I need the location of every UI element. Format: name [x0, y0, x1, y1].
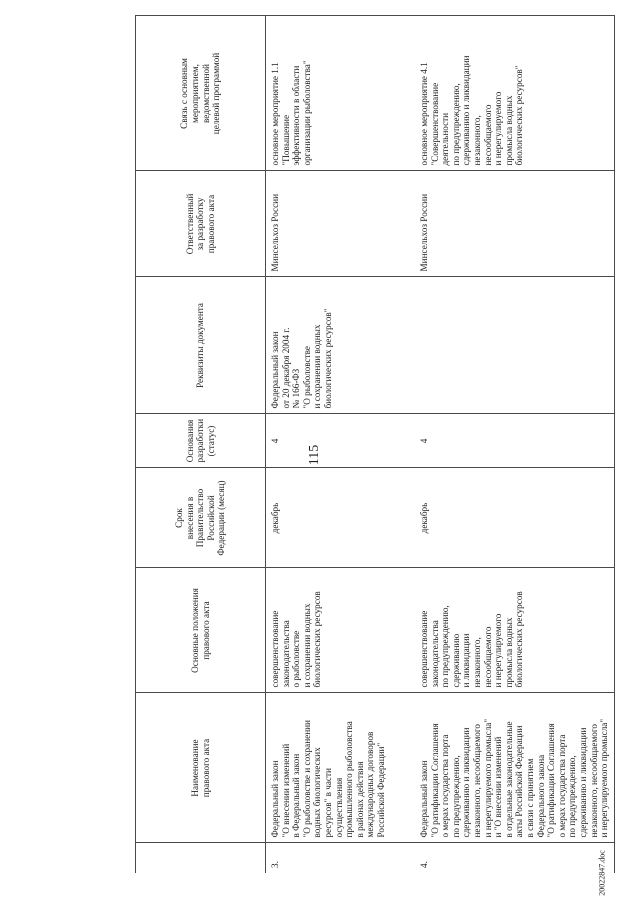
cell-link: основное мероприятие 4.1 "Совершенствование деятельности по предупреждению, сдерживанию и ликвидации незаконного, несообщаемого и нерегулируемого промысла водных биологических ресурсов" — [415, 16, 614, 171]
table-row — [415, 16, 614, 873]
header-basis: Основания разработки (статус) — [136, 414, 266, 468]
table-header-row — [136, 16, 266, 873]
cell-basis: 4 — [415, 414, 614, 468]
document-code: 20022847.doc — [597, 850, 607, 896]
cell-responsible: Минсельхоз России — [415, 171, 614, 277]
cell-act-name: Федеральный закон "О внесении изменений в Федеральный закон "О рыболовстве и сохранении водных биологических ресурсов" в части осуществления промышленного рыболовства в районах действия международных договоров Российской Федерации" — [266, 693, 416, 843]
cell-basis: 4 — [266, 414, 416, 468]
legal-acts-table — [135, 16, 615, 874]
table-row — [266, 16, 416, 873]
header-responsible: Ответственный за разработку правового акта — [136, 171, 266, 277]
header-number — [136, 843, 266, 873]
header-act-name: Наименование правового акта — [136, 693, 266, 843]
cell-provisions: совершенствование законодательства по предупреждению, сдерживанию и ликвидации незаконного, несообщаемого и нерегулируемого промысла водных биологических ресурсов — [415, 568, 614, 693]
cell-deadline: декабрь — [415, 468, 614, 568]
cell-number: 3. — [266, 843, 416, 873]
header-link: Связь с основным мероприятием, ведомственной целевой программой — [136, 16, 266, 171]
cell-link: основное мероприятие 1.1 "Повышение эффективности в области организации рыболовства" — [266, 16, 416, 171]
header-deadline: Срок внесения в Правительство Российской Федерации (месяц) — [136, 468, 266, 568]
cell-provisions: совершенствование законодательства о рыболовстве и сохранении водных биологических ресурсов — [266, 568, 416, 693]
cell-requisites: Федеральный закон от 20 декабря 2004 г. № 166-ФЗ "О рыболовстве и сохранении водных биологических ресурсов" — [266, 277, 416, 414]
cell-requisites — [415, 277, 614, 414]
cell-act-name: Федеральный закон "О ратификации Соглашения о мерах государства порта по предупреждению, сдерживанию и ликвидации незаконного, несообщаемого и нерегулируемого промысла" и "О внесении изменений в отдельные законодательные акты Российской Федерации в связи с принятием Федерального закона "О ратификации Соглашения о мерах государства порта по предупреждению, сдерживанию и ликвидации незаконного, несообщаемого и нерегулируемого промысла" — [415, 693, 614, 843]
cell-number: 4. — [415, 843, 614, 873]
page-number: 115 — [307, 444, 322, 466]
header-requisites: Реквизиты документа — [136, 277, 266, 414]
cell-deadline: декабрь — [266, 468, 416, 568]
cell-responsible: Минсельхоз России — [266, 171, 416, 277]
header-main-provisions: Основные положения правового акта — [136, 568, 266, 693]
